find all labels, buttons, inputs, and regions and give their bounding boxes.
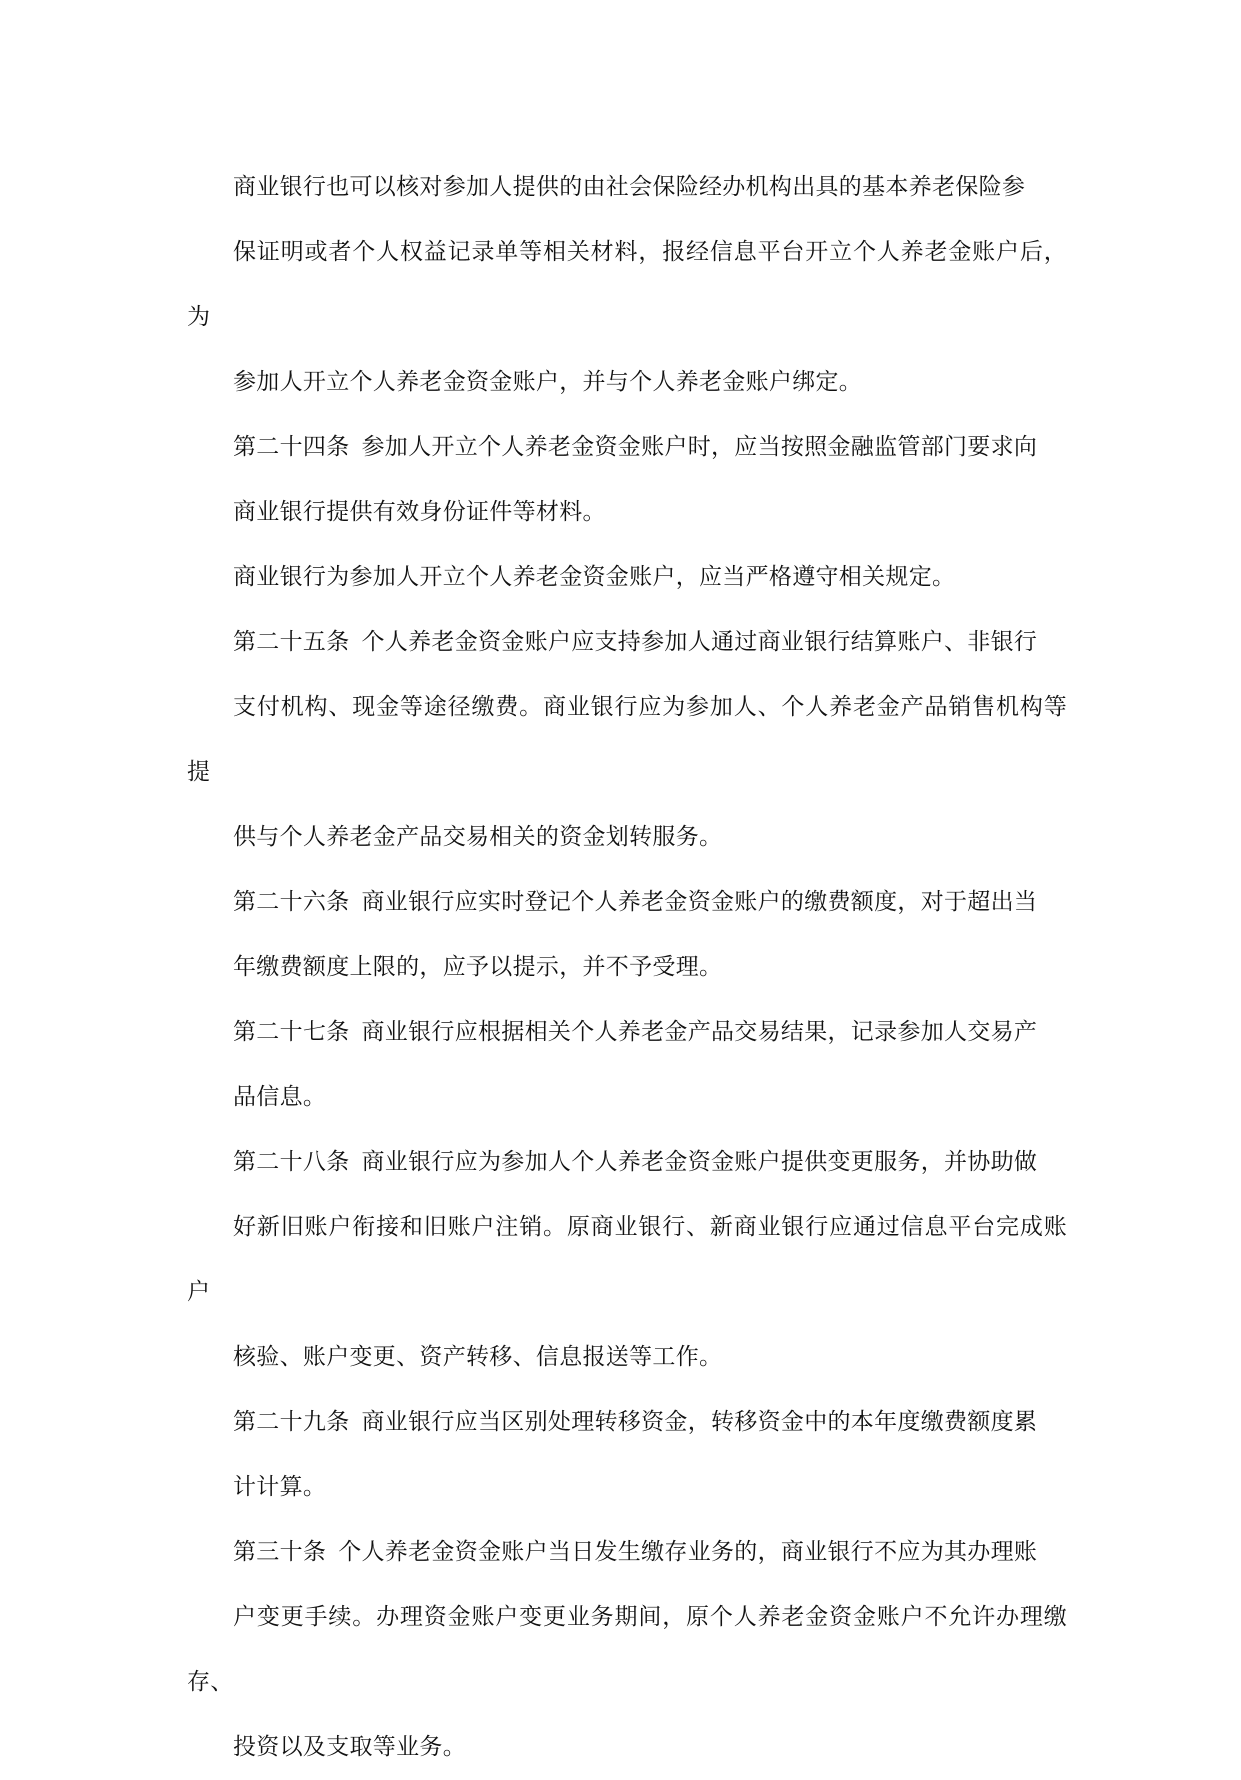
- text-line: 户变更手续。办理资金账户变更业务期间，原个人养老金资金账户不允许办理缴存、: [187, 1604, 1067, 1695]
- paragraph-compliance: [187, 545, 1067, 610]
- paragraph-article-25: [187, 610, 1067, 870]
- article-number: 第二十七条: [233, 1019, 350, 1045]
- paragraph-article-30: [187, 1520, 1067, 1780]
- text-line-body: 商业银行应为参加人个人养老金资金账户提供变更服务，并协助做: [361, 1149, 1038, 1175]
- text-line: 商业银行提供有效身份证件等材料。: [233, 499, 606, 525]
- text-line-body: 参加人开立个人养老金资金账户时，应当按照金融监管部门要求向: [361, 434, 1038, 460]
- text-line: 核验、账户变更、资产转移、信息报送等工作。: [233, 1344, 723, 1370]
- text-line: 供与个人养老金产品交易相关的资金划转服务。: [233, 824, 723, 850]
- paragraph-article-26: [187, 870, 1067, 1000]
- text-line-body: 商业银行应当区别处理转移资金，转移资金中的本年度缴费额度累: [361, 1409, 1038, 1435]
- text-line: 参加人开立个人养老金资金账户，并与个人养老金账户绑定。: [233, 369, 863, 395]
- article-number: 第三十条: [233, 1539, 327, 1565]
- text-line: 投资以及支取等业务。: [233, 1734, 466, 1760]
- paragraph-article-24: [187, 415, 1067, 545]
- text-line: 商业银行为参加人开立个人养老金资金账户，应当严格遵守相关规定。: [233, 564, 956, 590]
- paragraph-article-29: [187, 1390, 1067, 1520]
- text-line: 保证明或者个人权益记录单等相关材料，报经信息平台开立个人养老金账户后，为: [187, 239, 1067, 330]
- text-line-body: 商业银行应实时登记个人养老金资金账户的缴费额度，对于超出当: [361, 889, 1038, 915]
- text-line: [187, 1390, 1067, 1455]
- text-line: [187, 1130, 1067, 1195]
- text-line: [187, 415, 1067, 480]
- text-line: 年缴费额度上限的，应予以提示，并不予受理。: [233, 954, 723, 980]
- paragraph-article-27: [187, 1000, 1067, 1130]
- text-line-body: 商业银行应根据相关个人养老金产品交易结果，记录参加人交易产: [361, 1019, 1038, 1045]
- article-number: 第二十六条: [233, 889, 350, 915]
- article-number: 第二十五条: [233, 629, 350, 655]
- paragraph-account-verification: [187, 155, 1067, 415]
- text-line: [187, 870, 1067, 935]
- article-number: 第二十八条: [233, 1149, 350, 1175]
- document-body: [187, 155, 1067, 1780]
- text-line: 品信息。: [233, 1084, 327, 1110]
- text-line: 商业银行也可以核对参加人提供的由社会保险经办机构出具的基本养老保险参: [233, 174, 1026, 200]
- text-line: [187, 610, 1067, 675]
- article-number: 第二十四条: [233, 434, 350, 460]
- text-line: 好新旧账户衔接和旧账户注销。原商业银行、新商业银行应通过信息平台完成账户: [187, 1214, 1067, 1305]
- text-line-body: 个人养老金资金账户当日发生缴存业务的，商业银行不应为其办理账: [338, 1539, 1038, 1565]
- text-line: 支付机构、现金等途径缴费。商业银行应为参加人、个人养老金产品销售机构等提: [187, 694, 1067, 785]
- text-line: [187, 1000, 1067, 1065]
- text-line-body: 个人养老金资金账户应支持参加人通过商业银行结算账户、非银行: [361, 629, 1038, 655]
- text-line: [187, 1520, 1067, 1585]
- article-number: 第二十九条: [233, 1409, 350, 1435]
- paragraph-article-28: [187, 1130, 1067, 1390]
- text-line: 计计算。: [233, 1474, 327, 1500]
